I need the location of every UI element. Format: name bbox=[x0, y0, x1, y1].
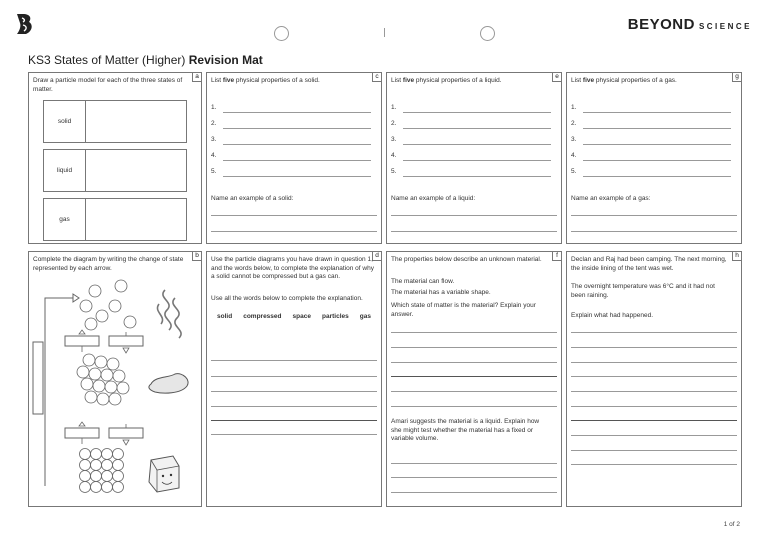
answer-line[interactable] bbox=[211, 376, 377, 377]
liquid-particles bbox=[77, 354, 129, 405]
answer-line[interactable] bbox=[211, 420, 377, 421]
answer-line[interactable]: 4. bbox=[391, 152, 551, 162]
panel-h bbox=[566, 251, 742, 507]
punch-hole-right bbox=[480, 26, 495, 41]
brand-name: BEYOND SCIENCE bbox=[627, 16, 752, 33]
state-label: solid bbox=[44, 101, 86, 142]
answer-line[interactable] bbox=[571, 362, 737, 363]
center-mark bbox=[384, 28, 385, 37]
answer-line[interactable] bbox=[391, 362, 557, 363]
panel-e bbox=[386, 72, 562, 244]
answer-line[interactable] bbox=[211, 231, 377, 232]
answer-line[interactable]: 3. bbox=[571, 136, 731, 146]
panel-letter: d bbox=[372, 251, 382, 261]
gas-drawing-box[interactable] bbox=[43, 198, 187, 241]
answer-line[interactable]: 1. bbox=[211, 104, 371, 114]
answer-line[interactable] bbox=[571, 231, 737, 232]
panel-letter: g bbox=[732, 72, 742, 82]
answer-line[interactable] bbox=[211, 434, 377, 435]
ice-cube-icon bbox=[149, 456, 179, 492]
property-2: The material has a variable shape. bbox=[391, 289, 491, 296]
answer-line[interactable]: 5. bbox=[571, 168, 731, 178]
answer-line[interactable] bbox=[211, 406, 377, 407]
panel-h-text-2: The overnight temperature was 6°C and it had not been raining. bbox=[571, 283, 715, 299]
beyond-logo-icon bbox=[14, 12, 36, 36]
answer-line[interactable] bbox=[211, 215, 377, 216]
answer-line[interactable] bbox=[391, 477, 557, 478]
answer-line[interactable]: 1. bbox=[571, 104, 731, 114]
answer-line[interactable] bbox=[571, 332, 737, 333]
liquid-drawing-box[interactable] bbox=[43, 149, 187, 192]
panel-letter: b bbox=[192, 251, 202, 261]
answer-line[interactable] bbox=[571, 391, 737, 392]
answer-line[interactable]: 5. bbox=[211, 168, 371, 178]
panel-b-instruction: Complete the diagram by writing the change of state represented by each arrow. bbox=[33, 256, 184, 272]
panel-letter: a bbox=[192, 72, 202, 82]
panel-h-text-1: Declan and Raj had been camping. The next morning, the inside lining of the tent was wet. bbox=[571, 256, 727, 272]
answer-line[interactable] bbox=[571, 215, 737, 216]
answer-line[interactable] bbox=[571, 376, 737, 377]
word: gas bbox=[359, 313, 371, 320]
state-label: liquid bbox=[44, 150, 86, 191]
answer-line[interactable]: 5. bbox=[391, 168, 551, 178]
panel-b bbox=[28, 251, 202, 507]
answer-line[interactable]: 3. bbox=[211, 136, 371, 146]
answer-line[interactable] bbox=[571, 464, 737, 465]
answer-line[interactable]: 2. bbox=[211, 120, 371, 130]
answer-line[interactable] bbox=[391, 406, 557, 407]
panel-d-instruction: Use the particle diagrams you have drawn in question 1, and the words below, to complete the explanation of why a solid cannot be compressed but a gas can. bbox=[211, 256, 374, 281]
change-of-state-diagram bbox=[29, 276, 201, 506]
word: compressed bbox=[243, 313, 282, 320]
answer-line[interactable] bbox=[391, 376, 557, 377]
word: space bbox=[292, 313, 311, 320]
word: particles bbox=[322, 313, 349, 320]
answer-line[interactable] bbox=[571, 450, 737, 451]
solid-drawing-box[interactable] bbox=[43, 100, 187, 143]
example-prompt: Name an example of a liquid: bbox=[391, 195, 476, 202]
word-bank bbox=[217, 313, 371, 320]
panel-c bbox=[206, 72, 382, 244]
answer-line[interactable] bbox=[391, 231, 557, 232]
answer-line[interactable] bbox=[571, 420, 737, 421]
answer-line[interactable] bbox=[571, 435, 737, 436]
answer-line[interactable]: 4. bbox=[211, 152, 371, 162]
answer-line[interactable]: 1. bbox=[391, 104, 551, 114]
panel-letter: f bbox=[552, 251, 562, 261]
answer-line[interactable] bbox=[391, 391, 557, 392]
panel-g-instruction: List five physical properties of a gas. bbox=[571, 77, 677, 84]
gas-particles bbox=[80, 280, 136, 330]
answer-line[interactable] bbox=[391, 347, 557, 348]
panel-g bbox=[566, 72, 742, 244]
answer-line[interactable] bbox=[391, 215, 557, 216]
answer-line[interactable]: 4. bbox=[571, 152, 731, 162]
punch-hole-left bbox=[274, 26, 289, 41]
panel-a bbox=[28, 72, 202, 244]
panel-letter: e bbox=[552, 72, 562, 82]
panel-letter: c bbox=[372, 72, 382, 82]
panel-e-instruction: List five physical properties of a liquid. bbox=[391, 77, 502, 84]
panel-f bbox=[386, 251, 562, 507]
answer-line[interactable]: 3. bbox=[391, 136, 551, 146]
answer-line[interactable] bbox=[391, 492, 557, 493]
answer-line[interactable] bbox=[211, 360, 377, 361]
answer-line[interactable] bbox=[571, 406, 737, 407]
example-prompt: Name an example of a gas: bbox=[571, 195, 651, 202]
panel-d-instruction-2: Use all the words below to complete the explanation. bbox=[211, 295, 363, 302]
panel-f-question-2: Amari suggests the material is a liquid. Explain how she might test whether the material has a fixed or variable volume. bbox=[391, 418, 540, 443]
answer-line[interactable]: 2. bbox=[391, 120, 551, 130]
answer-line[interactable] bbox=[211, 391, 377, 392]
solid-particles bbox=[80, 449, 124, 493]
page-number: 1 of 2 bbox=[723, 521, 740, 528]
panel-h-question: Explain what had happened. bbox=[571, 312, 654, 319]
state-label: gas bbox=[44, 199, 86, 240]
panel-letter: h bbox=[732, 251, 742, 261]
panel-d bbox=[206, 251, 382, 507]
answer-line[interactable] bbox=[571, 347, 737, 348]
example-prompt: Name an example of a solid: bbox=[211, 195, 294, 202]
panel-f-question: Which state of matter is the material? Explain your answer. bbox=[391, 302, 536, 318]
answer-line[interactable] bbox=[391, 463, 557, 464]
panel-a-instruction: Draw a particle model for each of the three states of matter. bbox=[33, 77, 183, 93]
page-title: KS3 States of Matter (Higher) Revision Mat bbox=[28, 53, 263, 67]
word: solid bbox=[217, 313, 233, 320]
property-1: The material can flow. bbox=[391, 278, 455, 285]
answer-line[interactable] bbox=[391, 332, 557, 333]
panel-c-instruction: List five physical properties of a solid. bbox=[211, 77, 320, 84]
panel-f-intro: The properties below describe an unknown material. bbox=[391, 256, 542, 263]
answer-line[interactable]: 2. bbox=[571, 120, 731, 130]
